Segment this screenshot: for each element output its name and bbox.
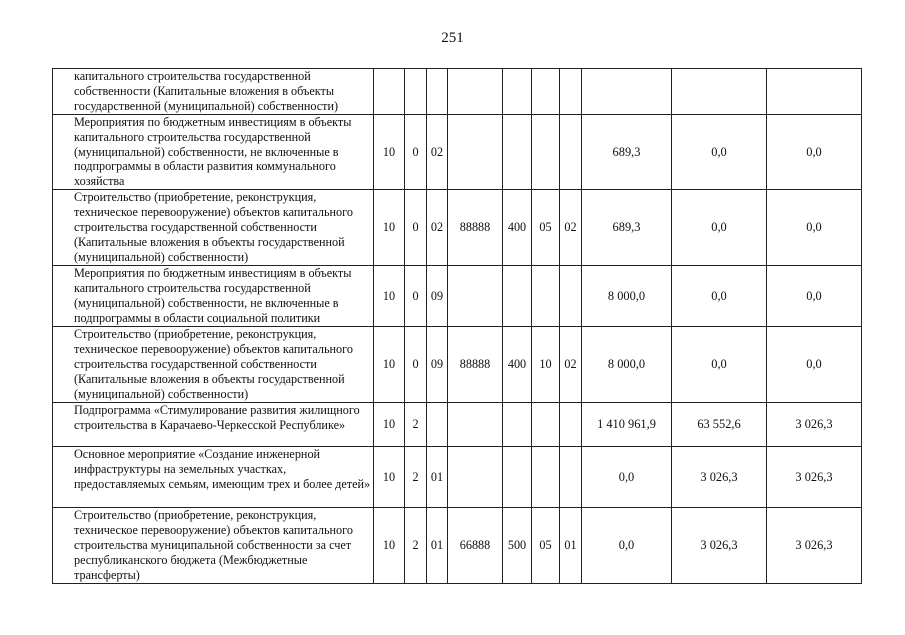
subprogram-cell — [405, 69, 427, 115]
chapter-cell — [532, 266, 560, 327]
expense-type-cell — [503, 447, 532, 508]
subsection-cell — [560, 114, 582, 190]
subprogram-cell: 0 — [405, 114, 427, 190]
amount-2-cell: 0,0 — [672, 190, 767, 266]
direction-cell — [448, 69, 503, 115]
amount-3-cell: 3 026,3 — [767, 508, 862, 584]
amount-1-cell: 689,3 — [582, 190, 672, 266]
amount-2-cell: 3 026,3 — [672, 508, 767, 584]
chapter-cell: 05 — [532, 508, 560, 584]
amount-2-cell — [672, 69, 767, 115]
amount-3-cell — [767, 69, 862, 115]
item-name-cell: Мероприятия по бюджетным инвестициям в объекты капитального строительства государственной (муниципальной) собственности, не включенные в подпрограммы в области развития коммунального хозяйства — [53, 114, 374, 190]
subsection-cell — [560, 403, 582, 447]
subprogram-cell: 0 — [405, 327, 427, 403]
chapter-cell — [532, 114, 560, 190]
expense-type-cell: 400 — [503, 190, 532, 266]
page-number: 251 — [441, 30, 464, 46]
amount-1-cell — [582, 69, 672, 115]
subprogram-cell: 2 — [405, 508, 427, 584]
budget-table — [52, 68, 862, 584]
amount-1-cell: 0,0 — [582, 447, 672, 508]
subsection-cell — [560, 447, 582, 508]
amount-2-cell: 63 552,6 — [672, 403, 767, 447]
amount-3-cell: 0,0 — [767, 266, 862, 327]
event-cell — [427, 403, 448, 447]
amount-2-cell: 3 026,3 — [672, 447, 767, 508]
amount-3-cell: 0,0 — [767, 190, 862, 266]
amount-1-cell: 8 000,0 — [582, 266, 672, 327]
direction-cell — [448, 447, 503, 508]
section-cell: 10 — [374, 190, 405, 266]
amount-1-cell: 1 410 961,9 — [582, 403, 672, 447]
subprogram-cell: 2 — [405, 403, 427, 447]
table-row — [53, 403, 862, 447]
subsection-cell: 02 — [560, 327, 582, 403]
item-name-cell: Подпрограмма «Стимулирование развития жилищного строительства в Карачаево-Черкесской Республике» — [53, 403, 374, 447]
table-row — [53, 69, 862, 115]
subprogram-cell: 0 — [405, 190, 427, 266]
table-row — [53, 190, 862, 266]
section-cell: 10 — [374, 266, 405, 327]
amount-2-cell: 0,0 — [672, 266, 767, 327]
direction-cell: 66888 — [448, 508, 503, 584]
item-name-cell: Строительство (приобретение, реконструкция, техническое перевооружение) объектов капитального строительства государственной собственности (Капитальные вложения в объекты государственной (муниципальной) собственности) — [53, 327, 374, 403]
direction-cell — [448, 266, 503, 327]
chapter-cell — [532, 69, 560, 115]
event-cell: 01 — [427, 447, 448, 508]
amount-3-cell: 0,0 — [767, 114, 862, 190]
item-name-cell: Строительство (приобретение, реконструкция, техническое перевооружение) объектов капитального строительства государственной собственности (Капитальные вложения в объекты государственной (муниципальной) собственности) — [53, 190, 374, 266]
expense-type-cell — [503, 114, 532, 190]
event-cell: 09 — [427, 266, 448, 327]
amount-1-cell: 689,3 — [582, 114, 672, 190]
direction-cell — [448, 114, 503, 190]
item-name-cell: капитального строительства государственной собственности (Капитальные вложения в объекты государственной (муниципальной) собственности) — [53, 69, 374, 115]
event-cell — [427, 69, 448, 115]
table-row — [53, 327, 862, 403]
subsection-cell: 02 — [560, 190, 582, 266]
direction-cell: 88888 — [448, 327, 503, 403]
subsection-cell — [560, 69, 582, 115]
item-name-cell: Строительство (приобретение, реконструкция, техническое перевооружение) объектов капитального строительства муниципальной собственности за счет республиканского бюджета (Межбюджетные трансферты) — [53, 508, 374, 584]
direction-cell: 88888 — [448, 190, 503, 266]
amount-3-cell: 3 026,3 — [767, 403, 862, 447]
section-cell — [374, 69, 405, 115]
amount-2-cell: 0,0 — [672, 114, 767, 190]
amount-1-cell: 0,0 — [582, 508, 672, 584]
event-cell: 02 — [427, 190, 448, 266]
chapter-cell — [532, 403, 560, 447]
expense-type-cell — [503, 69, 532, 115]
expense-type-cell — [503, 403, 532, 447]
amount-2-cell: 0,0 — [672, 327, 767, 403]
table-row — [53, 114, 862, 190]
amount-1-cell: 8 000,0 — [582, 327, 672, 403]
section-cell: 10 — [374, 508, 405, 584]
item-name-cell: Мероприятия по бюджетным инвестициям в объекты капитального строительства государственной (муниципальной) собственности, не включенные в подпрограммы в области социальной политики — [53, 266, 374, 327]
table-row — [53, 266, 862, 327]
amount-3-cell: 3 026,3 — [767, 447, 862, 508]
subprogram-cell: 0 — [405, 266, 427, 327]
section-cell: 10 — [374, 403, 405, 447]
item-name-cell: Основное мероприятие «Создание инженерной инфраструктуры на земельных участках, предоставляемых семьям, имеющим трех и более детей» — [53, 447, 374, 508]
table-row — [53, 508, 862, 584]
section-cell: 10 — [374, 327, 405, 403]
direction-cell — [448, 403, 503, 447]
chapter-cell: 05 — [532, 190, 560, 266]
expense-type-cell — [503, 266, 532, 327]
expense-type-cell: 400 — [503, 327, 532, 403]
event-cell: 02 — [427, 114, 448, 190]
event-cell: 09 — [427, 327, 448, 403]
table-row — [53, 447, 862, 508]
subsection-cell: 01 — [560, 508, 582, 584]
section-cell: 10 — [374, 114, 405, 190]
chapter-cell: 10 — [532, 327, 560, 403]
subsection-cell — [560, 266, 582, 327]
section-cell: 10 — [374, 447, 405, 508]
expense-type-cell: 500 — [503, 508, 532, 584]
amount-3-cell: 0,0 — [767, 327, 862, 403]
subprogram-cell: 2 — [405, 447, 427, 508]
chapter-cell — [532, 447, 560, 508]
event-cell: 01 — [427, 508, 448, 584]
